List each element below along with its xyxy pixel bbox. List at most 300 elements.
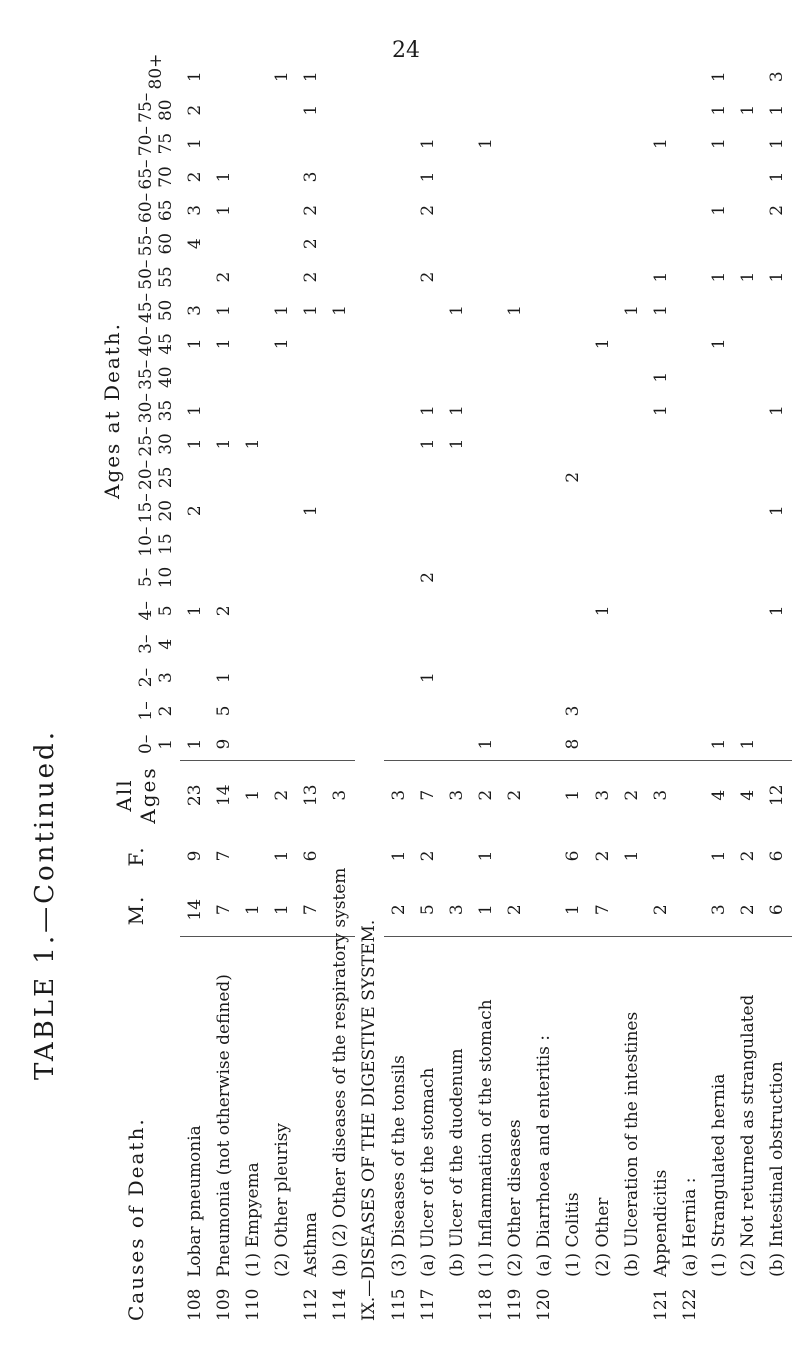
mortality-table	[92, 53, 792, 1325]
age-cell	[675, 561, 704, 594]
age-cell: 2	[184, 171, 205, 183]
age-cell	[297, 427, 326, 460]
table-row	[646, 60, 675, 1325]
cause-cell	[588, 937, 617, 1325]
m-cell: 1	[471, 883, 500, 937]
age-cell: 1	[709, 138, 730, 149]
age-cell	[209, 60, 238, 94]
age-cell	[501, 227, 530, 260]
age-cell	[297, 361, 326, 394]
age-cell	[180, 694, 209, 727]
age-cell	[471, 527, 500, 560]
cause-cell	[471, 937, 500, 1325]
age-cell	[413, 527, 442, 560]
age-cell	[471, 227, 500, 260]
age-cell	[267, 594, 296, 627]
cause-label: (a) Hernia :	[679, 1177, 700, 1277]
age-cell: 1	[271, 338, 292, 350]
age-cell: 1	[709, 338, 730, 350]
header-age-group: 60–65	[136, 192, 176, 223]
age-cell: 2	[184, 505, 205, 517]
age-cell	[617, 160, 646, 193]
cause-cell	[734, 937, 763, 1325]
age-cell	[297, 694, 326, 727]
age-cell	[238, 60, 267, 94]
age-cell	[559, 327, 588, 360]
header-age-group: 80+	[146, 53, 166, 90]
header-m: M.	[124, 894, 148, 926]
f-cell	[238, 829, 267, 883]
m-cell	[530, 883, 559, 937]
f-cell	[675, 829, 704, 883]
age-cell	[384, 127, 413, 160]
age-cell	[180, 527, 209, 560]
age-cell	[442, 628, 471, 661]
age-cell	[326, 594, 355, 627]
age-cell	[267, 661, 296, 694]
age-cell: 1	[650, 371, 671, 383]
age-cell	[384, 160, 413, 193]
cause-cell	[705, 937, 734, 1325]
age-cell	[617, 494, 646, 527]
age-cell	[646, 227, 675, 260]
age-cell: 3	[563, 705, 584, 717]
age-cell: 1	[505, 305, 526, 316]
table-row	[238, 60, 267, 1325]
age-cell	[501, 94, 530, 127]
age-cell	[267, 561, 296, 594]
page-number: 24	[392, 38, 420, 63]
header-age-group: 20–25	[136, 459, 176, 490]
age-cell: 1	[446, 438, 467, 450]
age-cell	[413, 461, 442, 494]
age-cell	[763, 561, 792, 594]
age-cell	[530, 594, 559, 627]
age-cell	[326, 661, 355, 694]
age-cell: 1	[213, 438, 234, 450]
age-cell: 1	[592, 605, 613, 617]
age-cell	[588, 527, 617, 560]
age-cell	[559, 527, 588, 560]
cause-label: Appendicitis	[650, 1169, 671, 1277]
all-ages-cell: 2	[271, 789, 292, 801]
cause-number: 110	[242, 1288, 263, 1321]
age-cell	[471, 361, 500, 394]
age-cell	[209, 494, 238, 527]
age-cell	[238, 160, 267, 193]
age-cell	[501, 561, 530, 594]
age-cell: 1	[184, 438, 205, 450]
age-cell	[617, 394, 646, 427]
age-cell	[559, 160, 588, 193]
age-cell	[442, 327, 471, 360]
age-cell: 2	[563, 471, 584, 483]
all-ages-cell: 4	[709, 789, 730, 801]
age-cell	[267, 694, 296, 727]
age-cell	[617, 461, 646, 494]
age-cell	[617, 127, 646, 160]
f-cell: 6	[301, 850, 322, 862]
age-cell: 1	[446, 305, 467, 316]
header-age-group: 35–40	[136, 359, 176, 390]
all-ages-cell	[675, 761, 704, 829]
age-cell	[384, 260, 413, 293]
header-age-group: 70–75	[136, 126, 176, 157]
all-ages-cell: 7	[417, 789, 438, 801]
all-ages-cell: 3	[388, 789, 409, 801]
age-cell: 5	[213, 705, 234, 717]
header-age-group: 1–2	[136, 701, 176, 721]
age-cell: 2	[213, 271, 234, 283]
age-cell	[267, 94, 296, 127]
age-cell	[209, 561, 238, 594]
age-cell	[705, 227, 734, 260]
age-cell	[530, 227, 559, 260]
age-cell: 2	[417, 572, 438, 583]
m-cell: 2	[734, 883, 763, 937]
age-cell	[734, 427, 763, 460]
cause-cell	[326, 867, 355, 1325]
age-cell	[267, 160, 296, 193]
age-cell: 1	[417, 672, 438, 683]
age-cell	[413, 628, 442, 661]
cause-label: (b) Intestinal obstruction	[767, 1061, 788, 1277]
age-cell	[501, 194, 530, 227]
f-cell: 2	[592, 850, 613, 862]
age-cell	[442, 461, 471, 494]
header-ages-at-death: Ages at Death.	[100, 321, 124, 500]
age-cell: 1	[184, 405, 205, 416]
table-stage	[92, 53, 792, 1325]
f-cell: 1	[388, 850, 409, 862]
cause-label: (2) Other diseases	[505, 1119, 526, 1277]
cause-label: (3) Diseases of the tonsils	[388, 1055, 409, 1277]
m-cell: 3	[442, 883, 471, 937]
age-cell: 1	[767, 405, 788, 416]
age-cell	[588, 494, 617, 527]
age-cell: 1	[301, 71, 322, 83]
age-cell	[588, 361, 617, 394]
header-age-group: 40–45	[136, 326, 176, 357]
age-cell	[617, 561, 646, 594]
all-ages-cell: 3	[592, 789, 613, 801]
age-cell	[617, 60, 646, 94]
age-cell	[617, 260, 646, 293]
age-cell	[238, 527, 267, 560]
age-cell	[588, 694, 617, 727]
age-cell	[326, 260, 355, 293]
m-cell: 2	[384, 883, 413, 937]
f-cell: 1	[709, 850, 730, 862]
age-cell: 1	[767, 138, 788, 149]
age-cell	[442, 227, 471, 260]
age-cell	[763, 694, 792, 727]
age-cell	[734, 394, 763, 427]
age-cell	[413, 327, 442, 360]
age-cell	[675, 361, 704, 394]
age-cell	[384, 728, 413, 761]
age-cell	[530, 361, 559, 394]
age-cell	[617, 728, 646, 761]
table-row	[384, 60, 413, 1325]
age-cell	[501, 728, 530, 761]
age-cell	[559, 127, 588, 160]
age-cell	[238, 628, 267, 661]
age-cell	[471, 494, 500, 527]
age-cell: 3	[301, 171, 322, 183]
age-cell	[267, 361, 296, 394]
age-cell	[501, 394, 530, 427]
age-cell	[471, 561, 500, 594]
age-cell: 1	[650, 405, 671, 416]
age-cell	[763, 628, 792, 661]
age-cell	[617, 194, 646, 227]
age-cell	[267, 427, 296, 460]
age-cell	[267, 394, 296, 427]
age-cell	[705, 294, 734, 327]
age-cell	[588, 394, 617, 427]
age-cell	[530, 694, 559, 727]
age-cell	[530, 661, 559, 694]
cause-number: 119	[505, 1288, 526, 1321]
age-cell: 1	[709, 104, 730, 116]
age-cell	[238, 694, 267, 727]
age-cell	[734, 294, 763, 327]
cause-label: (2) Other	[592, 1197, 613, 1277]
age-cell	[530, 427, 559, 460]
age-cell	[267, 628, 296, 661]
age-cell: 1	[650, 138, 671, 149]
age-cell	[763, 294, 792, 327]
age-cell	[734, 160, 763, 193]
age-cell	[675, 494, 704, 527]
age-cell	[501, 527, 530, 560]
age-cell	[180, 628, 209, 661]
m-cell: 3	[705, 883, 734, 937]
age-cell	[326, 194, 355, 227]
age-cell	[501, 361, 530, 394]
age-cell	[705, 661, 734, 694]
cause-cell	[297, 937, 326, 1325]
age-cell	[238, 394, 267, 427]
all-ages-cell	[530, 761, 559, 829]
age-cell	[384, 628, 413, 661]
age-cell	[267, 494, 296, 527]
age-cell	[442, 728, 471, 761]
m-cell: 7	[209, 883, 238, 937]
cause-cell	[501, 937, 530, 1325]
age-cell	[238, 260, 267, 293]
age-cell	[209, 527, 238, 560]
age-cell	[384, 494, 413, 527]
section-row	[355, 60, 384, 1325]
age-cell	[559, 628, 588, 661]
header-f: F.	[124, 845, 148, 867]
all-ages-cell: 3	[650, 789, 671, 801]
cause-cell	[238, 937, 267, 1325]
age-cell: 1	[184, 138, 205, 149]
table-row	[209, 60, 238, 1325]
age-cell	[501, 60, 530, 94]
age-cell	[384, 227, 413, 260]
age-cell	[471, 694, 500, 727]
age-cell	[763, 728, 792, 761]
table-row	[326, 60, 355, 1325]
age-cell	[588, 60, 617, 94]
age-cell	[588, 661, 617, 694]
cause-number: 120	[534, 1288, 555, 1321]
header-age-group: 3–4	[136, 634, 176, 654]
age-cell: 9	[209, 728, 238, 761]
table-row	[501, 60, 530, 1325]
age-cell	[675, 728, 704, 761]
m-cell: 5	[413, 883, 442, 937]
age-cell: 2	[184, 104, 205, 116]
age-cell	[530, 60, 559, 94]
age-cell	[734, 527, 763, 560]
age-cell	[413, 60, 442, 94]
age-cell	[763, 527, 792, 560]
age-cell	[705, 427, 734, 460]
header-age-group: 50–55	[136, 259, 176, 290]
cause-label: (1) Inflammation of the stomach	[475, 999, 496, 1277]
age-cell	[646, 561, 675, 594]
age-cell: 2	[767, 204, 788, 216]
age-cell	[734, 361, 763, 394]
age-cell	[501, 661, 530, 694]
age-cell	[763, 427, 792, 460]
age-cell	[471, 327, 500, 360]
age-cell	[238, 728, 267, 761]
age-cell	[326, 694, 355, 727]
age-cell	[326, 127, 355, 160]
age-cell	[297, 527, 326, 560]
age-cell	[238, 227, 267, 260]
age-cell	[297, 728, 326, 761]
age-cell	[384, 427, 413, 460]
all-ages-cell: 14	[213, 784, 234, 807]
f-cell: 2	[417, 850, 438, 862]
age-cell: 1	[592, 338, 613, 350]
age-cell	[646, 461, 675, 494]
age-cell	[675, 327, 704, 360]
age-cell	[559, 294, 588, 327]
age-cell	[559, 260, 588, 293]
age-cell	[442, 694, 471, 727]
age-cell	[675, 294, 704, 327]
age-cell	[384, 327, 413, 360]
age-cell	[646, 628, 675, 661]
age-cell	[617, 594, 646, 627]
age-cell: 1	[709, 204, 730, 216]
age-cell: 1	[271, 71, 292, 83]
age-cell	[646, 94, 675, 127]
age-cell: 1	[767, 104, 788, 116]
age-cell	[734, 327, 763, 360]
all-ages-cell: 23	[184, 784, 205, 807]
age-cell	[384, 361, 413, 394]
age-cell	[559, 194, 588, 227]
age-cell	[209, 461, 238, 494]
age-cell	[705, 628, 734, 661]
age-cell	[413, 227, 442, 260]
age-cell	[471, 294, 500, 327]
age-cell	[238, 661, 267, 694]
age-cell	[238, 561, 267, 594]
age-cell	[530, 94, 559, 127]
age-cell: 1	[213, 171, 234, 183]
table-row	[530, 60, 559, 1325]
age-cell: 1	[709, 71, 730, 83]
cause-label: (1) Strangulated hernia	[709, 1073, 730, 1277]
age-cell	[501, 327, 530, 360]
age-cell: 1	[330, 305, 351, 316]
age-cell	[675, 194, 704, 227]
age-cell	[326, 728, 355, 761]
age-cell	[238, 94, 267, 127]
age-cell	[763, 227, 792, 260]
table-row	[617, 60, 646, 1325]
cause-cell	[442, 937, 471, 1325]
cause-cell	[763, 937, 792, 1325]
age-cell: 1	[301, 305, 322, 316]
age-cell	[705, 494, 734, 527]
age-cell	[471, 160, 500, 193]
age-cell	[413, 728, 442, 761]
age-cell	[705, 561, 734, 594]
m-cell: 2	[501, 883, 530, 937]
age-cell	[384, 94, 413, 127]
header-age-group: 4–5	[136, 601, 176, 621]
all-ages-cell: 1	[242, 789, 263, 801]
m-cell: 7	[588, 883, 617, 937]
cause-label: Asthma	[301, 1211, 322, 1277]
age-cell	[238, 327, 267, 360]
age-cell	[238, 594, 267, 627]
m-cell: 1	[267, 883, 296, 937]
age-cell: 1	[738, 104, 759, 116]
age-cell: 3	[767, 71, 788, 83]
age-cell	[530, 728, 559, 761]
age-cell	[675, 527, 704, 560]
age-cell	[180, 561, 209, 594]
cause-label: (1) Colitis	[563, 1192, 584, 1277]
age-cell: 1	[621, 305, 642, 316]
cause-cell	[530, 937, 559, 1325]
age-cell	[734, 127, 763, 160]
cause-label: Lobar pneumonia	[184, 1125, 205, 1277]
age-cell	[530, 461, 559, 494]
age-cell	[530, 127, 559, 160]
age-cell	[588, 194, 617, 227]
m-cell: 1	[559, 883, 588, 937]
age-cell	[326, 527, 355, 560]
age-cell	[617, 694, 646, 727]
age-cell: 1	[184, 605, 205, 617]
age-cell: 1	[213, 204, 234, 216]
table-row	[180, 60, 209, 1325]
age-cell	[384, 594, 413, 627]
age-cell	[471, 661, 500, 694]
age-cell	[588, 294, 617, 327]
age-cell: 1	[471, 728, 500, 761]
table-row	[588, 60, 617, 1325]
cause-label: (b) Ulceration of the intestines	[621, 1011, 642, 1277]
f-cell: 1	[475, 850, 496, 862]
age-cell	[180, 260, 209, 293]
header-age-group: 55–60	[136, 226, 176, 257]
age-cell	[384, 194, 413, 227]
